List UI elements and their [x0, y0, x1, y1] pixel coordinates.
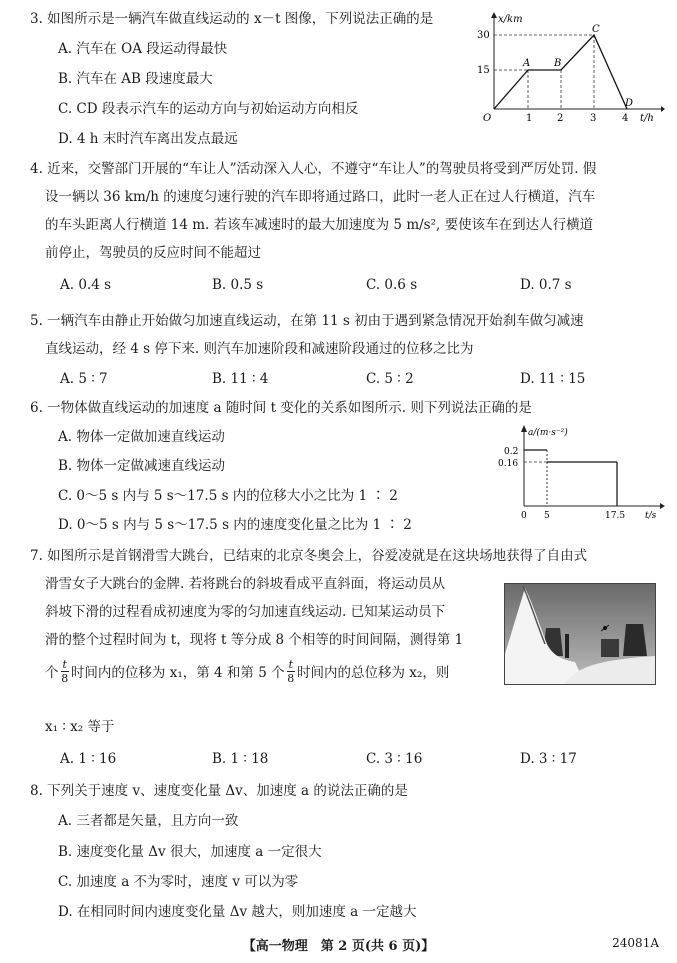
page-footer: 【高一物理 第 2 页(共 6 页)】	[242, 939, 435, 954]
q5-option-b: B. 11 ∶ 4	[212, 371, 269, 387]
xt-xtick-4: 4	[622, 113, 629, 124]
xt-point-c: C	[592, 24, 600, 35]
q4-line-1: 4. 近来，交警部门开展的“车让人”活动深入人心，不遵守“车让人”的驾驶员将受到严厉处罚. 假	[30, 161, 597, 177]
at-xtick-0: 0	[521, 511, 527, 521]
xt-point-b: B	[554, 58, 562, 69]
q7-fraction-line	[45, 653, 449, 689]
q6-option-b: B. 物体一定做减速直线运动	[58, 458, 226, 474]
q7-line-3: 斜坡下滑的过程看成初速度为零的匀加速直线运动. 已知某运动员下	[45, 604, 446, 620]
q4-line-4: 前停止，驾驶员的反应时间不能超过	[45, 245, 261, 261]
q5-option-c: C. 5 ∶ 2	[366, 371, 414, 387]
q5-option-a: A. 5 ∶ 7	[60, 371, 108, 387]
xt-ytick-30: 30	[477, 30, 490, 41]
q6-option-d: D. 0～5 s 内与 5 s～17.5 s 内的速度变化量之比为 1 ∶ 2	[58, 517, 412, 533]
q4-line-2: 设一辆以 36 km/h 的速度匀速行驶的汽车即将通过路口，此时一老人正在过人行横道，汽车	[45, 189, 596, 205]
q6-stem: 6. 一物体做直线运动的加速度 a 随时间 t 变化的关系如图所示. 则下列说法正确的是	[30, 400, 532, 416]
xt-xlabel: t/h	[640, 113, 654, 124]
q4-option-a: A. 0.4 s	[60, 277, 112, 293]
q7-frac-num-1: t	[62, 657, 67, 671]
q7-last-line: x₁ ∶ x₂ 等于	[45, 719, 115, 735]
xt-origin: O	[483, 113, 492, 124]
xt-ylabel: x/km	[498, 14, 523, 25]
q5-line-1: 5. 一辆汽车由静止开始做匀加速直线运动，在第 11 s 初由于遇到紧急情况开始刹车做匀减速	[30, 313, 584, 329]
q4-line-3: 的车头距离人行横道 14 m. 若该车减速时的最大加速度为 5 m/s², 要使该车在到达人行横道	[45, 217, 594, 233]
q3-option-c: C. CD 段表示汽车的运动方向与初始运动方向相反	[58, 101, 359, 117]
xt-line	[494, 35, 627, 109]
q7-options	[0, 750, 677, 768]
q7-line-4: 滑的整个过程时间为 t，现将 t 等分成 8 个相等的时间间隔，测得第 1	[45, 632, 464, 648]
q5-option-d: D. 11 ∶ 15	[520, 371, 586, 387]
xt-point-d: D	[625, 98, 634, 109]
q8-option-d: D. 在相同时间内速度变化量 Δv 越大，则加速度 a 一定越大	[58, 904, 417, 920]
q5-line-2: 直线运动，经 4 s 停下来. 则汽车加速阶段和减速阶段通过的位移之比为	[45, 341, 474, 357]
q7-frac-num-2: t	[288, 657, 294, 671]
xt-graph	[475, 10, 665, 128]
xt-ytick-15: 15	[477, 65, 490, 76]
q7-option-d: D. 3 ∶ 17	[520, 751, 577, 767]
q8-option-c: C. 加速度 a 不为零时，速度 v 可以为零	[58, 874, 299, 890]
at-ylabel: a/(m·s⁻²)	[528, 428, 568, 438]
at-xtick-175: 17.5	[605, 511, 626, 521]
q6-option-a: A. 物体一定做加速直线运动	[58, 429, 225, 445]
at-graph	[490, 424, 670, 524]
q7-option-b: B. 1 ∶ 18	[212, 751, 269, 767]
q8-stem: 8. 下列关于速度 v、速度变化量 Δv、加速度 a 的说法正确的是	[30, 783, 408, 799]
paper-code: 24081A	[612, 936, 659, 950]
xt-xtick-3: 3	[590, 113, 597, 124]
q6-option-c: C. 0～5 s 内与 5 s～17.5 s 内的位移大小之比为 1 ∶ 2	[58, 488, 398, 504]
xt-xtick-2: 2	[557, 113, 564, 124]
q4-option-c: C. 0.6 s	[366, 277, 418, 293]
q8-option-a: A. 三者都是矢量，且方向一致	[58, 813, 239, 829]
ski-jump-photo	[504, 583, 656, 685]
q7-frac-den-2: 8	[287, 671, 295, 685]
q7-line-2: 滑雪女子大跳台的金牌. 若将跳台的斜坡看成平直斜面，将运动员从	[45, 576, 446, 592]
at-ytick-02: 0.2	[504, 447, 519, 457]
q7-frac-den-1: 8	[61, 671, 69, 685]
q3-option-b: B. 汽车在 AB 段速度最大	[58, 71, 213, 87]
q7-fraction-2	[287, 658, 295, 685]
q7-frac-post: 时间内的总位移为 x₂，则	[297, 665, 450, 681]
q7-fraction-1	[61, 658, 69, 685]
q7-frac-pre: 个	[45, 665, 59, 681]
q8-option-b: B. 速度变化量 Δv 很大，加速度 a 一定很大	[58, 844, 322, 860]
q7-option-c: C. 3 ∶ 16	[366, 751, 423, 767]
q4-option-d: D. 0.7 s	[520, 277, 572, 293]
at-xtick-5: 5	[544, 511, 550, 521]
at-ytick-016: 0.16	[498, 459, 519, 469]
q7-option-a: A. 1 ∶ 16	[60, 751, 117, 767]
q7-line-1: 7. 如图所示是首钢滑雪大跳台，已结束的北京冬奥会上，谷爱凌就是在这块场地获得了自由式	[30, 548, 588, 564]
q4-option-b: B. 0.5 s	[212, 277, 264, 293]
q5-options	[0, 370, 677, 388]
xt-point-a: A	[523, 58, 531, 69]
q3-option-d: D. 4 h 末时汽车离出发点最远	[58, 131, 238, 147]
q7-frac-mid: 时间内的位移为 x₁，第 4 和第 5 个	[70, 665, 285, 681]
q4-options	[0, 276, 677, 294]
q3-option-a: A. 汽车在 OA 段运动得最快	[58, 41, 228, 57]
q3-stem: 3. 如图所示是一辆汽车做直线运动的 x－t 图像，下列说法正确的是	[30, 11, 434, 27]
at-xlabel: t/s	[645, 511, 657, 521]
xt-xtick-1: 1	[526, 113, 533, 124]
